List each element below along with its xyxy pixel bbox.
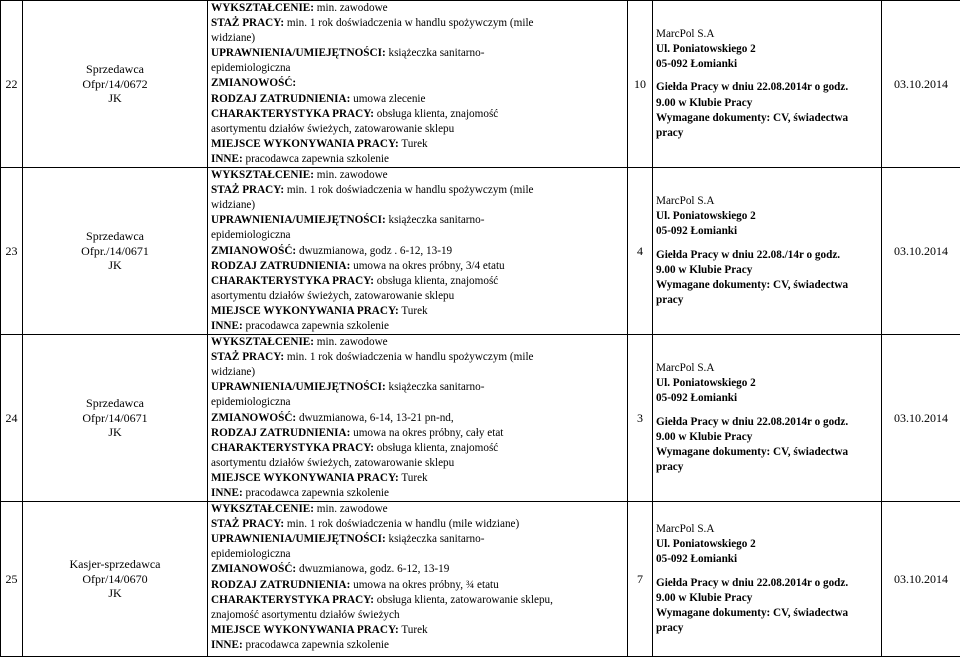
requirement-line <box>211 107 627 122</box>
offer-date: 03.10.2014 <box>882 1 960 168</box>
position-line: Ofpr/14/0670 <box>23 572 207 587</box>
offer-date: 03.10.2014 <box>882 502 960 657</box>
offer-date: 03.10.2014 <box>882 168 960 335</box>
requirement-line <box>211 350 627 365</box>
requirement-line <box>211 411 627 426</box>
requirement-line <box>211 1 627 16</box>
requirement-text: min. zawodowe <box>314 169 388 181</box>
position-line: JK <box>23 258 207 273</box>
requirement-line <box>211 395 627 410</box>
vacancy-count: 10 <box>628 1 653 168</box>
row-number: 22 <box>1 1 23 168</box>
requirement-text: widziane) <box>211 32 255 44</box>
requirement-text: widziane) <box>211 199 255 211</box>
requirement-text: pracodawca zapewnia szkolenie <box>243 487 389 499</box>
requirement-line <box>211 335 627 350</box>
employer-name: MarcPol S.A <box>656 27 881 42</box>
requirement-text: min. zawodowe <box>314 503 388 515</box>
position-line: Ofpr/14/0671 <box>23 411 207 426</box>
requirement-text: min. 1 rok doświadczenia w handlu (mile widziane) <box>284 518 519 530</box>
requirement-line <box>211 122 627 137</box>
requirement-text: Turek <box>399 305 428 317</box>
requirement-line <box>211 274 627 289</box>
requirement-label: CHARAKTERYSTYKA PRACY: <box>211 594 374 606</box>
requirement-label: STAŻ PRACY: <box>211 17 284 29</box>
employer-name: MarcPol S.A <box>656 522 881 537</box>
requirement-line <box>211 289 627 304</box>
requirement-text: książeczka sanitarno- <box>386 214 485 226</box>
requirement-label: WYKSZTAŁCENIE: <box>211 336 314 348</box>
position-line: JK <box>23 425 207 440</box>
vacancy-count: 7 <box>628 502 653 657</box>
requirement-label: MIEJSCE WYKONYWANIA PRACY: <box>211 624 399 636</box>
requirement-text: epidemiologiczna <box>211 396 291 408</box>
requirement-label: UPRAWNIENIA/UMIEJĘTNOŚCI: <box>211 381 386 393</box>
requirement-text: Turek <box>399 624 428 636</box>
requirement-text: dwuzmianowa, 6-14, 13-21 pn-nd, <box>296 412 454 424</box>
job-fair-time: 9.00 w Klubie Pracy <box>656 591 881 606</box>
requirement-line <box>211 441 627 456</box>
position-cell <box>23 1 208 168</box>
requirement-text: min. 1 rok doświadczenia w handlu spożywczym (mile <box>284 351 533 363</box>
requirements-cell <box>208 168 628 335</box>
position-line: Sprzedawca <box>23 62 207 77</box>
requirement-line <box>211 365 627 380</box>
requirement-text: umowa zlecenie <box>350 93 425 105</box>
requirement-line <box>211 16 627 31</box>
requirement-label: ZMIANOWOŚĆ: <box>211 412 296 424</box>
required-documents-cont: pracy <box>656 460 881 475</box>
job-fair-time: 9.00 w Klubie Pracy <box>656 263 881 278</box>
requirement-text: min. zawodowe <box>314 336 388 348</box>
requirement-label: STAŻ PRACY: <box>211 518 284 530</box>
requirement-label: UPRAWNIENIA/UMIEJĘTNOŚCI: <box>211 47 386 59</box>
requirement-line <box>211 304 627 319</box>
requirement-line <box>211 547 627 562</box>
requirement-line <box>211 92 627 107</box>
row-number: 23 <box>1 168 23 335</box>
requirement-line <box>211 532 627 547</box>
requirement-label: UPRAWNIENIA/UMIEJĘTNOŚCI: <box>211 533 386 545</box>
requirement-line <box>211 183 627 198</box>
requirement-label: INNE: <box>211 320 243 332</box>
requirement-text: znajomość asortymentu działów świeżych <box>211 609 400 621</box>
requirement-line <box>211 168 627 183</box>
requirement-line <box>211 486 627 501</box>
required-documents-cont: pracy <box>656 621 881 636</box>
job-fair-info: Giełda Pracy w dniu 22.08.2014r o godz. <box>656 80 881 95</box>
requirement-label: MIEJSCE WYKONYWANIA PRACY: <box>211 472 399 484</box>
requirement-text: obsługa klienta, zatowarowanie sklepu, <box>374 594 553 606</box>
requirement-line <box>211 638 627 653</box>
spacer <box>656 240 881 248</box>
requirement-label: RODZAJ ZATRUDNIENIA: <box>211 260 350 272</box>
requirement-text: książeczka sanitarno- <box>386 47 485 59</box>
requirement-label: ZMIANOWOŚĆ: <box>211 245 296 257</box>
requirement-line <box>211 198 627 213</box>
position-line: Ofpr/14/0672 <box>23 77 207 92</box>
requirement-label: INNE: <box>211 153 243 165</box>
requirement-line <box>211 319 627 334</box>
requirement-text: min. 1 rok doświadczenia w handlu spożywczym (mile <box>284 184 533 196</box>
requirement-text: epidemiologiczna <box>211 229 291 241</box>
requirement-line <box>211 380 627 395</box>
employer-cell <box>653 1 882 168</box>
requirement-text: pracodawca zapewnia szkolenie <box>243 153 389 165</box>
requirement-line <box>211 471 627 486</box>
requirement-text: asortymentu działów świeżych, zatowarowanie sklepu <box>211 457 454 469</box>
requirement-label: UPRAWNIENIA/UMIEJĘTNOŚCI: <box>211 214 386 226</box>
requirement-line <box>211 426 627 441</box>
requirement-text: min. zawodowe <box>314 2 388 14</box>
position-line: Ofpr./14/0671 <box>23 244 207 259</box>
requirement-text: książeczka sanitarno- <box>386 381 485 393</box>
job-fair-time: 9.00 w Klubie Pracy <box>656 430 881 445</box>
requirement-line <box>211 259 627 274</box>
spacer <box>656 72 881 80</box>
job-fair-time: 9.00 w Klubie Pracy <box>656 96 881 111</box>
required-documents-cont: pracy <box>656 126 881 141</box>
table-row <box>1 335 960 502</box>
requirement-text: widziane) <box>211 366 255 378</box>
requirement-label: RODZAJ ZATRUDNIENIA: <box>211 579 350 591</box>
job-fair-info: Giełda Pracy w dniu 22.08.2014r o godz. <box>656 415 881 430</box>
requirements-cell <box>208 335 628 502</box>
position-line: Sprzedawca <box>23 396 207 411</box>
requirement-text: min. 1 rok doświadczenia w handlu spożywczym (mile <box>284 17 533 29</box>
position-cell <box>23 168 208 335</box>
required-documents: Wymagane dokumenty: CV, świadectwa <box>656 111 881 126</box>
requirement-text: Turek <box>399 138 428 150</box>
employer-cell <box>653 502 882 657</box>
requirement-text: pracodawca zapewnia szkolenie <box>243 320 389 332</box>
requirements-cell <box>208 502 628 657</box>
row-number: 25 <box>1 502 23 657</box>
employer-city: 05-092 Łomianki <box>656 552 881 567</box>
requirement-label: WYKSZTAŁCENIE: <box>211 169 314 181</box>
position-line: JK <box>23 91 207 106</box>
employer-city: 05-092 Łomianki <box>656 391 881 406</box>
requirement-label: WYKSZTAŁCENIE: <box>211 2 314 14</box>
position-line: JK <box>23 586 207 601</box>
requirement-text: asortymentu działów świeżych, zatowarowanie sklepu <box>211 123 454 135</box>
job-fair-info: Giełda Pracy w dniu 22.08.2014r o godz. <box>656 576 881 591</box>
requirement-line <box>211 244 627 259</box>
position-cell <box>23 502 208 657</box>
requirement-text: książeczka sanitarno- <box>386 533 485 545</box>
requirement-line <box>211 562 627 577</box>
requirement-text: umowa na okres próbny, 3/4 etatu <box>350 260 504 272</box>
requirement-label: CHARAKTERYSTYKA PRACY: <box>211 442 374 454</box>
table-row <box>1 502 960 657</box>
requirement-label: MIEJSCE WYKONYWANIA PRACY: <box>211 305 399 317</box>
required-documents: Wymagane dokumenty: CV, świadectwa <box>656 606 881 621</box>
requirement-line <box>211 517 627 532</box>
requirement-label: STAŻ PRACY: <box>211 351 284 363</box>
requirement-line <box>211 228 627 243</box>
requirement-label: ZMIANOWOŚĆ: <box>211 77 296 89</box>
requirement-text: obsługa klienta, znajomość <box>374 442 498 454</box>
requirement-label: INNE: <box>211 487 243 499</box>
requirement-label: ZMIANOWOŚĆ: <box>211 563 296 575</box>
requirement-label: STAŻ PRACY: <box>211 184 284 196</box>
requirement-text: Turek <box>399 472 428 484</box>
required-documents: Wymagane dokumenty: CV, świadectwa <box>656 445 881 460</box>
employer-cell <box>653 168 882 335</box>
requirement-line <box>211 152 627 167</box>
vacancy-count: 3 <box>628 335 653 502</box>
requirement-text: epidemiologiczna <box>211 62 291 74</box>
offer-date: 03.10.2014 <box>882 335 960 502</box>
employer-city: 05-092 Łomianki <box>656 57 881 72</box>
requirement-line <box>211 31 627 46</box>
requirement-line <box>211 623 627 638</box>
vacancy-count: 4 <box>628 168 653 335</box>
requirement-text: obsługa klienta, znajomość <box>374 275 498 287</box>
requirement-text: umowa na okres próbny, cały etat <box>350 427 503 439</box>
requirement-label: WYKSZTAŁCENIE: <box>211 503 314 515</box>
requirement-text: dwuzmianowa, godz. 6-12, 13-19 <box>296 563 449 575</box>
position-line: Sprzedawca <box>23 229 207 244</box>
employer-cell <box>653 335 882 502</box>
requirement-line <box>211 137 627 152</box>
employer-street: Ul. Poniatowskiego 2 <box>656 537 881 552</box>
employer-name: MarcPol S.A <box>656 361 881 376</box>
employer-street: Ul. Poniatowskiego 2 <box>656 42 881 57</box>
employer-name: MarcPol S.A <box>656 194 881 209</box>
table-row <box>1 168 960 335</box>
requirement-text: asortymentu działów świeżych, zatowarowanie sklepu <box>211 290 454 302</box>
requirement-text: umowa na okres próbny, ¾ etatu <box>350 579 498 591</box>
requirement-line <box>211 213 627 228</box>
requirement-line <box>211 608 627 623</box>
requirement-label: INNE: <box>211 639 243 651</box>
requirement-line <box>211 502 627 517</box>
requirement-line <box>211 46 627 61</box>
spacer <box>656 568 881 576</box>
requirement-label: RODZAJ ZATRUDNIENIA: <box>211 427 350 439</box>
requirement-line <box>211 578 627 593</box>
job-fair-info: Giełda Pracy w dniu 22.08./14r o godz. <box>656 248 881 263</box>
employer-city: 05-092 Łomianki <box>656 224 881 239</box>
row-number: 24 <box>1 335 23 502</box>
spacer <box>656 407 881 415</box>
requirement-label: CHARAKTERYSTYKA PRACY: <box>211 275 374 287</box>
requirement-line <box>211 76 627 91</box>
requirement-text: dwuzmianowa, godz . 6-12, 13-19 <box>296 245 452 257</box>
table-row <box>1 1 960 168</box>
position-cell <box>23 335 208 502</box>
requirement-label: CHARAKTERYSTYKA PRACY: <box>211 108 374 120</box>
requirement-label: RODZAJ ZATRUDNIENIA: <box>211 93 350 105</box>
position-line: Kasjer-sprzedawca <box>23 557 207 572</box>
requirement-line <box>211 593 627 608</box>
requirements-cell <box>208 1 628 168</box>
employer-street: Ul. Poniatowskiego 2 <box>656 209 881 224</box>
requirement-text: epidemiologiczna <box>211 548 291 560</box>
required-documents-cont: pracy <box>656 293 881 308</box>
requirement-line <box>211 61 627 76</box>
requirement-text: pracodawca zapewnia szkolenie <box>243 639 389 651</box>
requirement-text: obsługa klienta, znajomość <box>374 108 498 120</box>
requirement-label: MIEJSCE WYKONYWANIA PRACY: <box>211 138 399 150</box>
employer-street: Ul. Poniatowskiego 2 <box>656 376 881 391</box>
requirement-line <box>211 456 627 471</box>
required-documents: Wymagane dokumenty: CV, świadectwa <box>656 278 881 293</box>
